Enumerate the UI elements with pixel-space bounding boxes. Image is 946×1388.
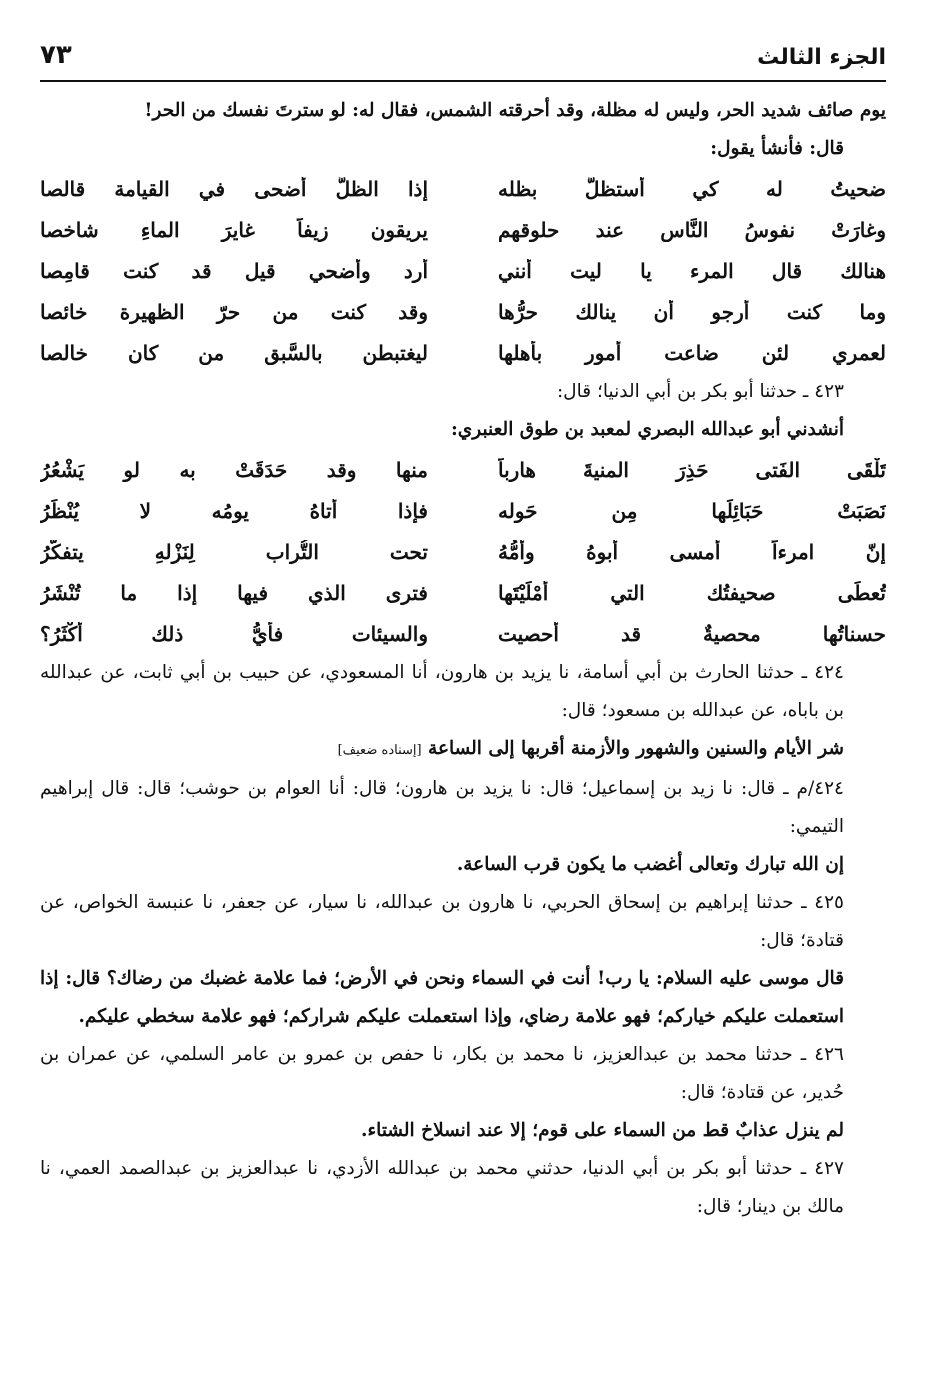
- verse-second-hemistich: أرد وأضحي قيل قد كنت قامِصا: [40, 258, 428, 283]
- hadith-425-text: قال موسى عليه السلام: يا رب! أنت في السماء ونحن في الأرض؛ فما علامة غضبك من رضاك؟ قال: إذا استعملت عليكم خياركم؛ فهو علامة رضاي، وإذا استعملت عليكم شراركم؛ فهو علامة سخطي عليكم.: [40, 968, 844, 1027]
- verse-first-hemistich: تُعطَى صحيفتُك التي أمْلَيْتَها: [498, 580, 886, 605]
- intro-qala: قال: فأنشأ يقول:: [710, 138, 844, 159]
- verse-first-hemistich: هنالك قال المرء يا ليت أنني: [498, 258, 886, 283]
- verse: [40, 250, 886, 291]
- verse-second-hemistich: فإذا أتاهُ يومُه لا يُنْظَرُ: [40, 498, 428, 523]
- hadith-423-text: أنشدني أبو عبدالله البصري لمعبد بن طوق العنبري:: [450, 419, 844, 440]
- verse: [40, 490, 886, 531]
- verse: [40, 332, 886, 373]
- hadith-424-text: [40, 730, 886, 770]
- verse: [40, 209, 886, 250]
- page-number: ٧٣: [40, 40, 72, 70]
- verse-first-hemistich: لعمري لئن ضاعت أمور بأهلها: [498, 340, 886, 365]
- page-content: [40, 82, 886, 1226]
- verse-second-hemistich: يريقون زيفاً غايرَ الماءِ شاخصا: [40, 217, 428, 242]
- verse-second-hemistich: وقد كنت من حرّ الظهيرة خائصا: [40, 299, 428, 324]
- verse-first-hemistich: ضحيتُ له كي أستظلَّ بظله: [498, 176, 886, 201]
- verse-second-hemistich: إذا الظلُّ أضحى في القيامة قالصا: [40, 176, 428, 201]
- verse-first-hemistich: حسناتُها محصيةٌ قد أُحصيت: [498, 621, 886, 646]
- verse-second-hemistich: فترى الذي فيها إذا ما تُنْشَرُ: [40, 580, 428, 605]
- volume-title: الجزء الثالث: [757, 45, 886, 70]
- verse-first-hemistich: وما كنت أرجو أن ينالك حرُّها: [498, 299, 886, 324]
- hadith-424m-text: إن الله تبارك وتعالى أغضب ما يكون قرب الساعة.: [456, 854, 844, 875]
- verse: [40, 291, 886, 332]
- page-header: [40, 28, 886, 82]
- hadith-423-isnad: ٤٢٣ ـ حدثنا أبو بكر بن أبي الدنيا؛ قال:: [556, 381, 844, 402]
- verse: [40, 531, 886, 572]
- verse-second-hemistich: منها وقد حَدَقَتْ به لو يَشْعُرُ: [40, 457, 428, 482]
- hadith-424-matn: شر الأيام والسنين والشهور والأزمنة أقربها إلى الساعة: [428, 738, 844, 759]
- verse: [40, 449, 886, 490]
- book-page: [40, 28, 886, 1226]
- poem-first: [40, 168, 886, 373]
- verse-second-hemistich: تحت التُّراب لِنَزْلهِ يتفكَّرُ: [40, 539, 428, 564]
- intro-line: يوم صائف شديد الحر، وليس له مظلة، وقد أحرقته الشمس، فقال له: لو سترتَ نفسك من الحر!: [144, 100, 886, 121]
- verse-first-hemistich: نَصَبَتْ حَبَائِلَها مِن حَوله: [498, 498, 886, 523]
- verse-first-hemistich: وغارَتْ نفوسُ النَّاسِ عند حلوقهم: [498, 217, 886, 242]
- grading-note: [إسناده ضعيف]: [337, 743, 422, 758]
- hadith-425-isnad: ٤٢٥ ـ حدثنا إبراهيم بن إسحاق الحربي، نا هارون بن عبدالله، نا سيار، عن جعفر، نا عنبسة الخواص، عن قتادة؛ قال:: [40, 892, 844, 951]
- hadith-424m-isnad: ٤٢٤/م ـ قال: نا زيد بن إسماعيل؛ قال: نا يزيد بن هارون؛ قال: أنا العوام بن حوشب؛ قال: قال إبراهيم التيمي:: [40, 778, 844, 837]
- verse: [40, 613, 886, 654]
- poem-second: [40, 449, 886, 654]
- hadith-426-isnad: ٤٢٦ ـ حدثنا محمد بن عبدالعزيز، نا محمد بن بكار، نا حفص بن عمرو بن عامر السلمي، عن عمران بن حُدير، عن قتادة؛ قال:: [40, 1044, 844, 1103]
- hadith-427-isnad: ٤٢٧ ـ حدثنا أبو بكر بن أبي الدنيا، حدثني محمد بن عبدالله الأزدي، نا عبدالعزيز بن عبدالصمد العمي، نا مالك بن دينار؛ قال:: [40, 1158, 844, 1217]
- verse-second-hemistich: والسيئات فأيُّ ذلك أكْثَرُ؟: [40, 621, 428, 646]
- hadith-426-text: لم ينزل عذابٌ قط من السماء على قوم؛ إلا عند انسلاخ الشتاء.: [361, 1120, 844, 1141]
- verse-first-hemistich: تَلْقَى الفَتى حَذِرَ المنيةَ هارباً: [498, 457, 886, 482]
- verse-first-hemistich: إنّ امرءاً أمسى أبوهُ وأمُّهُ: [498, 539, 886, 564]
- hadith-424-isnad: ٤٢٤ ـ حدثنا الحارث بن أبي أسامة، نا يزيد بن هارون، أنا المسعودي، عن حبيب بن أبي ثابت، عن عبدالله بن باباه، عن عبدالله بن مسعود؛ قال:: [40, 662, 844, 721]
- verse-second-hemistich: ليغتبطن بالسَّبقِ من كان خالصا: [40, 340, 428, 365]
- verse: [40, 168, 886, 209]
- verse: [40, 572, 886, 613]
